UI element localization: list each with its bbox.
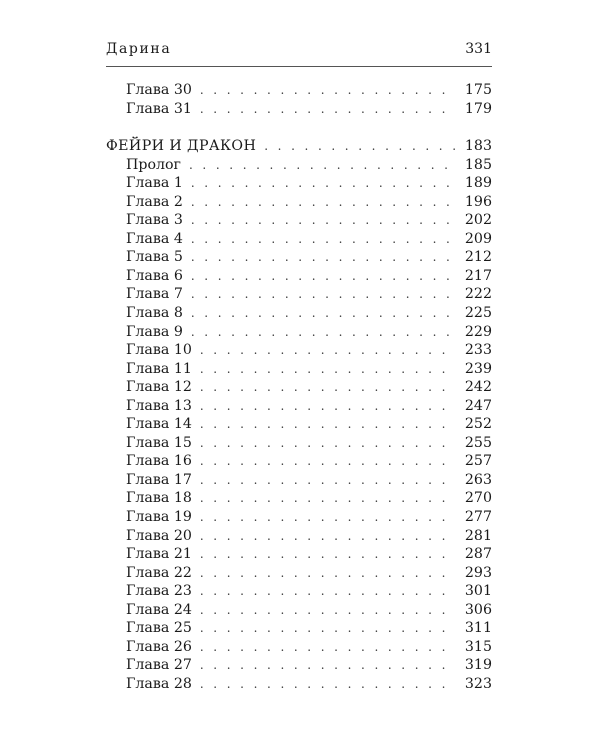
- toc-entry-page: 209: [464, 230, 492, 247]
- toc-entry-page: 257: [464, 453, 492, 470]
- toc-entry-title: Глава 8: [126, 305, 183, 322]
- dot-leader: [200, 545, 456, 564]
- toc-entry-page: 301: [464, 583, 492, 600]
- dot-leader: [200, 341, 456, 360]
- dot-leader: [200, 601, 456, 620]
- toc-entry-page: 293: [464, 564, 492, 581]
- dot-leader: [200, 100, 456, 119]
- toc-entry[interactable]: [106, 341, 492, 360]
- dot-leader: [191, 174, 456, 193]
- toc-entry-page: 179: [464, 100, 492, 117]
- toc-entry[interactable]: [106, 156, 492, 175]
- toc-entry-page: 323: [464, 675, 492, 692]
- toc-part-title: ФЕЙРИ И ДРАКОН: [106, 138, 257, 155]
- toc-entry-page: 189: [464, 175, 492, 192]
- header-rule: [106, 66, 492, 67]
- toc-entry-title: Глава 17: [126, 471, 192, 488]
- toc-entry-page: 175: [464, 82, 492, 98]
- toc-entry-title: Глава 15: [126, 434, 192, 451]
- toc-entry-title: Глава 26: [126, 638, 192, 655]
- toc-entry-title: Глава 28: [126, 675, 192, 692]
- dot-leader: [191, 230, 456, 249]
- dot-leader: [191, 267, 456, 286]
- toc-entry-title: Глава 3: [126, 212, 183, 229]
- dot-leader: [200, 564, 456, 583]
- dot-leader: [191, 304, 456, 323]
- toc-entry[interactable]: [106, 230, 492, 249]
- toc-entry[interactable]: [106, 100, 492, 119]
- dot-leader: [200, 619, 456, 638]
- toc-entry-title: Глава 20: [126, 527, 192, 544]
- toc-entry-page: 196: [464, 193, 492, 210]
- toc-entry[interactable]: [106, 564, 492, 583]
- toc-entry-title: Глава 11: [126, 360, 192, 377]
- dot-leader: [200, 378, 456, 397]
- toc-entry-page: 315: [464, 638, 492, 655]
- toc-entry[interactable]: [106, 527, 492, 546]
- toc-entry-title: Глава 14: [126, 416, 192, 433]
- toc-entry-title: Глава 24: [126, 601, 192, 618]
- toc-entry[interactable]: [106, 489, 492, 508]
- dot-leader: [200, 638, 456, 657]
- toc-entry-page: 252: [464, 416, 492, 433]
- toc-entry-page: 247: [464, 397, 492, 414]
- toc-entry-page: 306: [464, 601, 492, 618]
- dot-leader: [200, 656, 456, 675]
- toc-entry-title: Глава 5: [126, 249, 183, 266]
- toc-entry-title: Глава 16: [126, 453, 192, 470]
- toc-entry[interactable]: [106, 452, 492, 471]
- toc-entry-title: Глава 13: [126, 397, 192, 414]
- toc-entry-page: 202: [464, 212, 492, 229]
- toc-group-part-chapters: [106, 156, 492, 694]
- dot-leader: [200, 582, 456, 601]
- toc-entry-page: 287: [464, 546, 492, 563]
- dot-leader: [191, 193, 456, 212]
- toc-entry[interactable]: [106, 378, 492, 397]
- toc-entry-page: 239: [464, 360, 492, 377]
- toc-entry-title: Глава 12: [126, 379, 192, 396]
- toc-part-page: 183: [464, 138, 492, 155]
- toc-entry-page: 217: [464, 267, 492, 284]
- toc-entry-title: Глава 21: [126, 546, 192, 563]
- toc-entry[interactable]: [106, 471, 492, 490]
- toc-entry-title: Глава 22: [126, 564, 192, 581]
- toc-entry-title: Глава 31: [126, 100, 192, 117]
- toc-entry[interactable]: [106, 193, 492, 212]
- toc-entry-title: Глава 30: [126, 82, 192, 98]
- toc-group-previous-part: [106, 81, 492, 118]
- toc-entry-title: Глава 4: [126, 230, 183, 247]
- toc-entry[interactable]: [106, 267, 492, 286]
- toc-entry-title: Глава 19: [126, 509, 192, 526]
- toc-entry-page: 229: [464, 323, 492, 340]
- running-header-author: Дарина: [106, 41, 172, 57]
- dot-leader: [200, 397, 456, 416]
- toc-entry[interactable]: [106, 508, 492, 527]
- toc-entry-title: Глава 10: [126, 342, 192, 359]
- toc-entry[interactable]: [106, 619, 492, 638]
- toc-entry[interactable]: [106, 304, 492, 323]
- toc-entry-page: 185: [464, 156, 492, 173]
- toc-entry-title: Глава 9: [126, 323, 183, 340]
- toc-entry[interactable]: [106, 656, 492, 675]
- dot-leader: [200, 434, 456, 453]
- toc-entry-page: 242: [464, 379, 492, 396]
- toc-entry[interactable]: [106, 601, 492, 620]
- toc-entry[interactable]: [106, 582, 492, 601]
- toc-entry[interactable]: [106, 434, 492, 453]
- toc-entry-page: 281: [464, 527, 492, 544]
- toc-entry[interactable]: [106, 415, 492, 434]
- running-header: [106, 41, 492, 63]
- dot-leader: [200, 471, 456, 490]
- toc-part-entry[interactable]: [106, 137, 492, 156]
- toc-entry-page: 270: [464, 490, 492, 507]
- toc-entry-title: Глава 1: [126, 175, 183, 192]
- toc-entry-title: Глава 27: [126, 657, 192, 674]
- toc-entry-page: 233: [464, 342, 492, 359]
- dot-leader: [200, 81, 456, 100]
- toc-entry-page: 319: [464, 657, 492, 674]
- toc-entry[interactable]: [106, 81, 492, 100]
- toc-entry[interactable]: [106, 248, 492, 267]
- toc-entry-page: 222: [464, 286, 492, 303]
- dot-leader: [200, 452, 456, 471]
- toc-entry-title: Глава 25: [126, 620, 192, 637]
- toc-entry-title: Глава 23: [126, 583, 192, 600]
- dot-leader: [191, 323, 456, 342]
- toc-entry-page: 263: [464, 471, 492, 488]
- toc-entry[interactable]: [106, 360, 492, 379]
- dot-leader: [200, 675, 456, 694]
- dot-leader: [200, 508, 456, 527]
- toc-entry-page: 277: [464, 509, 492, 526]
- toc-entry[interactable]: [106, 638, 492, 657]
- toc-entry-page: 225: [464, 305, 492, 322]
- table-of-contents: [106, 81, 492, 694]
- dot-leader: [200, 360, 456, 379]
- section-gap: [106, 118, 492, 137]
- dot-leader: [200, 527, 456, 546]
- dot-leader: [200, 489, 456, 508]
- toc-entry-page: 212: [464, 249, 492, 266]
- toc-entry-title: Пролог: [126, 156, 181, 173]
- dot-leader: [200, 415, 456, 434]
- toc-entry-title: Глава 2: [126, 193, 183, 210]
- dot-leader: [189, 156, 456, 175]
- toc-entry[interactable]: [106, 675, 492, 694]
- toc-entry[interactable]: [106, 323, 492, 342]
- toc-entry[interactable]: [106, 545, 492, 564]
- dot-leader: [191, 211, 456, 230]
- toc-entry-title: Глава 18: [126, 490, 192, 507]
- dot-leader: [191, 285, 456, 304]
- dot-leader: [264, 137, 456, 156]
- toc-entry-page: 255: [464, 434, 492, 451]
- toc-entry[interactable]: [106, 211, 492, 230]
- toc-entry-page: 311: [464, 620, 492, 637]
- toc-entry-title: Глава 6: [126, 267, 183, 284]
- page-number: 331: [465, 41, 492, 57]
- toc-entry[interactable]: [106, 174, 492, 193]
- toc-entry-title: Глава 7: [126, 286, 183, 303]
- dot-leader: [191, 248, 456, 267]
- toc-entry[interactable]: [106, 397, 492, 416]
- toc-entry[interactable]: [106, 285, 492, 304]
